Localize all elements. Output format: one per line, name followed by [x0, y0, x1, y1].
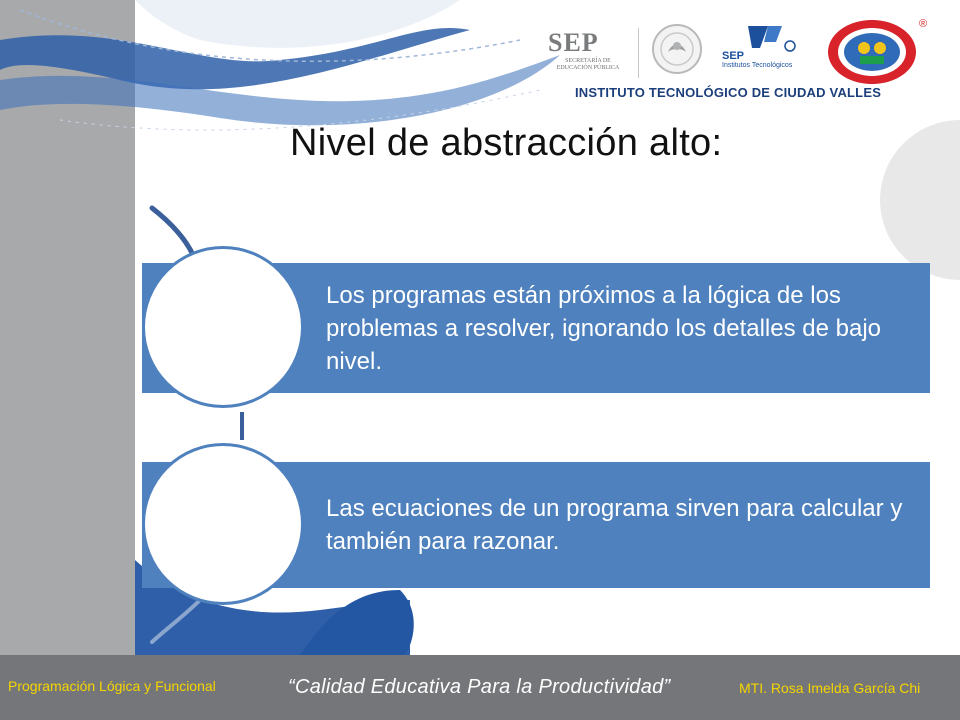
- logo-divider: [638, 28, 639, 78]
- sep-subtitle: SECRETARÍA DE EDUCACIÓN PÚBLICA: [556, 58, 620, 71]
- registered-mark: ®: [919, 18, 928, 30]
- tec-logo-label: SEP: [722, 50, 745, 62]
- author-name: MTI. Rosa Imelda García Chi: [739, 680, 921, 696]
- course-name: Programación Lógica y Funcional: [8, 678, 216, 694]
- sep-logo: SEP: [548, 28, 599, 57]
- itcv-emblem-icon: [826, 16, 918, 86]
- motto: “Calidad Educativa Para la Productividad”: [288, 676, 671, 698]
- content-item-text: Los programas están próximos a la lógica de los problemas a resolver, ignorando los detalles de bajo nivel.: [326, 281, 882, 375]
- institute-name: INSTITUTO TECNOLÓGICO DE CIUDAD VALLES: [574, 85, 882, 100]
- national-seal-icon: [650, 22, 704, 76]
- bullet-circle: [142, 246, 304, 408]
- tec-logo-subtitle: Institutos Tecnológicos: [722, 62, 793, 69]
- content-item-text: Las ecuaciones de un programa sirven para calcular y también para razonar.: [326, 495, 903, 555]
- slide-title: Nivel de abstracción alto:: [290, 122, 723, 164]
- bullet-circle: [142, 443, 304, 605]
